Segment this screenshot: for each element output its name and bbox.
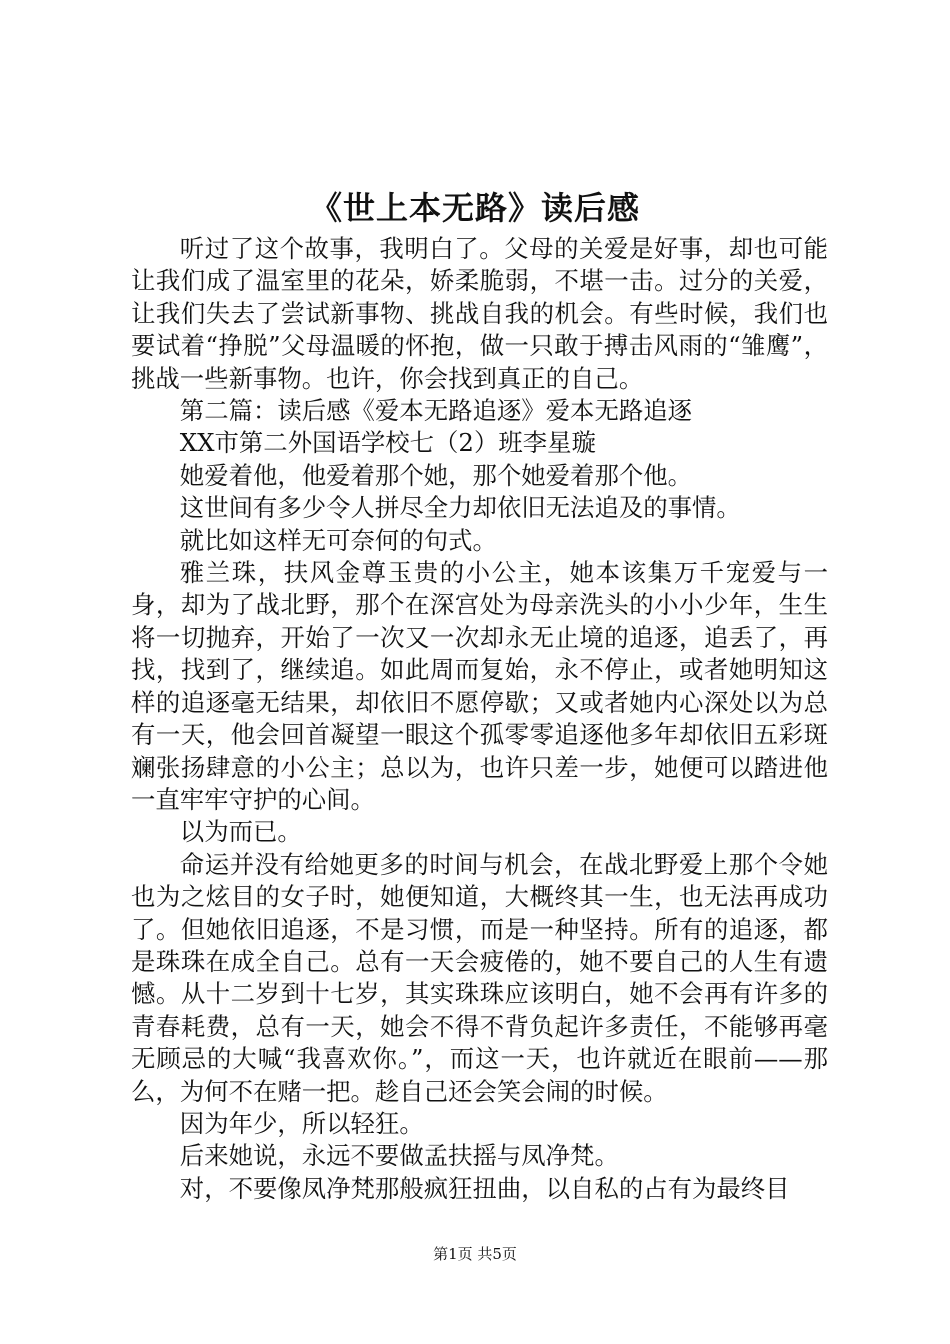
paragraph: 命运并没有给她更多的时间与机会，在战北野爱上那个令她也为之炫目的女子时，她便知道，大概终其一生，也无法再成功了。但她依旧追逐，不是习惯，而是一种坚持。所有的追逐，都是珠珠在成全自己。总有一天会疲倦的，她不要自己的人生有遗憾。从十二岁到十七岁，其实珠珠应该明白，她不会再有许多的青春耗费，总有一天，她会不得不背负起许多责任，不能够再毫无顾忌的大喊“我喜欢你。”，而这一天，也许就近在眼前——那么，为何不在赌一把。趁自己还会笑会闹的时候。 xyxy=(131,849,828,1106)
paragraph: 听过了这个故事，我明白了。父母的关爱是好事，却也可能让我们成了温室里的花朵，娇柔脆弱，不堪一击。过分的关爱，让我们失去了尝试新事物、挑战自我的机会。有些时候，我们也要试着“挣脱”父母温暖的怀抱，做一只敢于搏击风雨的“雏鹰”，挑战一些新事物。也许，你会找到真正的自己。 xyxy=(131,234,828,393)
paragraph: 就比如这样无可奈何的句式。 xyxy=(179,525,497,555)
paragraph: 第二篇：读后感《爱本无路追逐》爱本无路追逐 xyxy=(179,396,693,426)
document-title: 《世上本无路》读后感 xyxy=(309,189,640,227)
paragraph: 因为年少，所以轻狂。 xyxy=(179,1108,424,1138)
paragraph: 对，不要像凤净梵那般疯狂扭曲，以自私的占有为最终目 xyxy=(179,1173,790,1203)
paragraph: 雅兰珠，扶风金尊玉贵的小公主，她本该集万千宠爱与一身，却为了战北野，那个在深宫处为母亲洗头的小小少年，生生将一切抛弃，开始了一次又一次却永无止境的追逐，追丢了，再找，找到了，继续追。如此周而复始，永不停止，或者她明知这样的追逐毫无结果，却依旧不愿停歇；又或者她内心深处以为总有一天，他会回首凝望一眼这个孤零零追逐他多年却依旧五彩斑斓张扬肆意的小公主；总以为，也许只差一步，她便可以踏进他一直牢牢守护的心间。 xyxy=(131,558,828,814)
paragraph: 这世间有多少令人拼尽全力却依旧无法追及的事情。 xyxy=(179,493,741,523)
paragraph: 以为而已。 xyxy=(179,817,302,847)
paragraph: 她爱着他，他爱着那个她，那个她爱着那个他。 xyxy=(179,460,693,490)
paragraph: 后来她说，永远不要做孟扶摇与凤净梵。 xyxy=(179,1141,619,1171)
document-body xyxy=(131,233,828,1205)
page-number-footer: 第1页 共5页 xyxy=(433,1245,517,1263)
paragraph: XX市第二外国语学校七（2）班李星璇 xyxy=(179,428,596,458)
